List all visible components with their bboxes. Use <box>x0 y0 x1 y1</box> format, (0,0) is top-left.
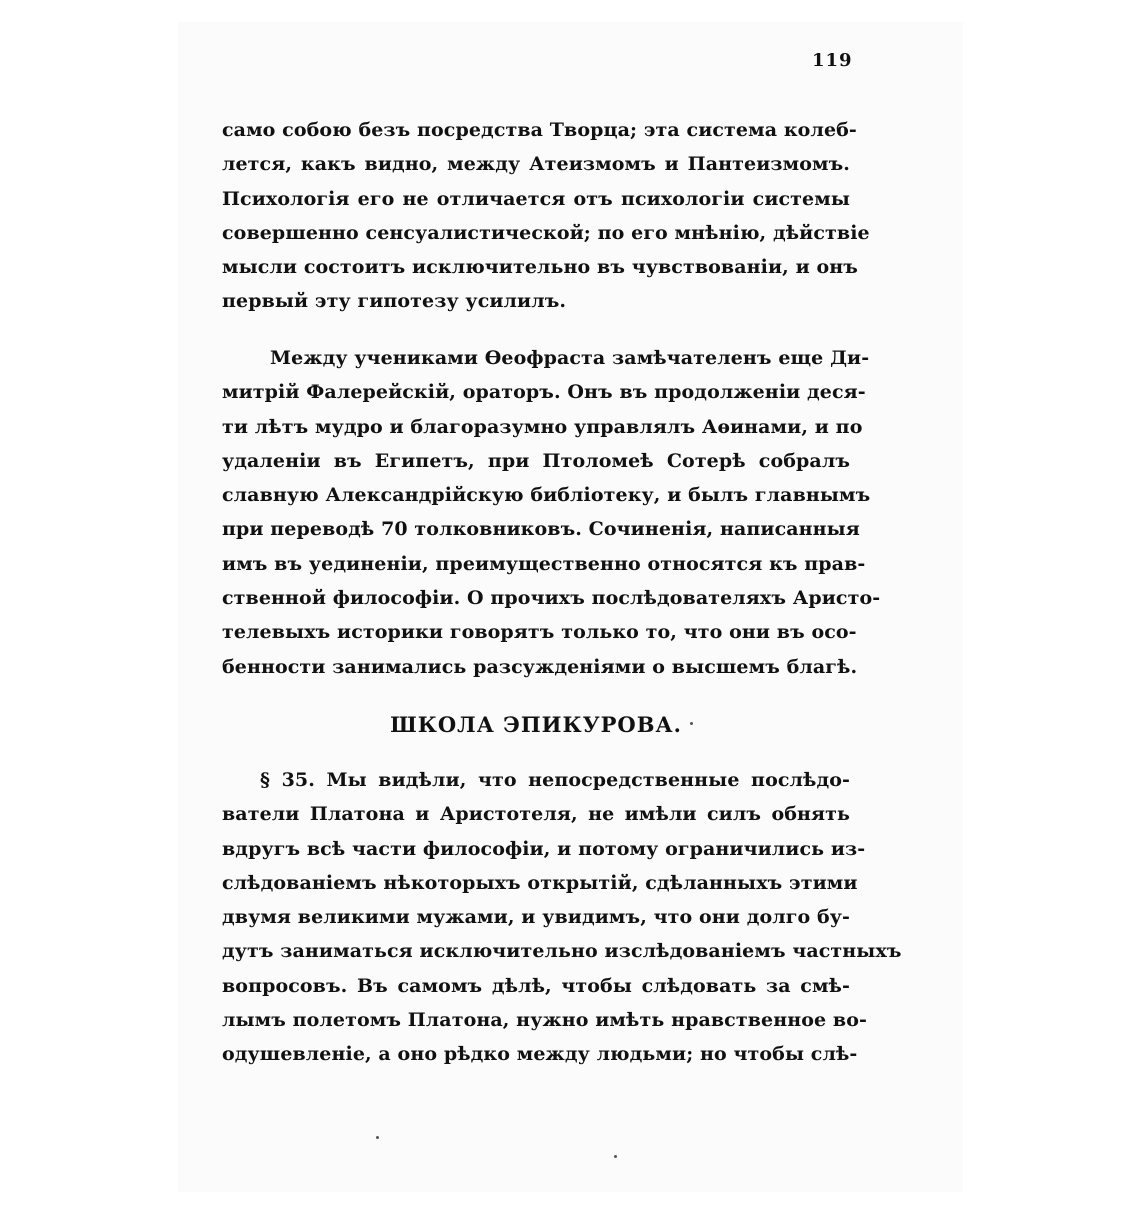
text-line: вдругъ всѣ части философіи, и потому ограничились из- <box>222 837 866 860</box>
text-line: двумя великими мужами, и увидимъ, что они долго бу- <box>222 906 850 929</box>
text-line: совершенно сенсуалистической; по его мнѣнію, дѣйствіе <box>222 221 870 244</box>
text-line: имъ въ уединеніи, преимущественно относятся къ прав- <box>222 552 866 575</box>
text-line: удаленіи въ Египетъ, при Птоломеѣ Сотерѣ собралъ <box>222 449 850 472</box>
text-line: бенности занимались разсужденіями о высшемъ благѣ. <box>222 655 858 678</box>
text-line: ственной философіи. О прочихъ послѣдователяхъ Аристо- <box>222 587 881 610</box>
text-line: лымъ полетомъ Платона, нужно имѣть нравственное во- <box>222 1009 867 1032</box>
text-line: первый эту гипотезу усилилъ. <box>222 290 567 313</box>
print-speck <box>614 1155 617 1158</box>
paragraph-2 <box>222 341 881 684</box>
text-line: ти лѣтъ мудро и благоразумно управлялъ Аѳинами, и по <box>222 415 863 438</box>
print-speck <box>376 1136 379 1139</box>
paragraph-1 <box>222 113 870 319</box>
text-line: вопросовъ. Въ самомъ дѣлѣ, чтобы слѣдовать за смѣ- <box>222 974 850 997</box>
section-heading: ШКОЛА ЭПИКУРОВА. <box>390 712 682 737</box>
text-line: слѣдованіемъ нѣкоторыхъ открытій, сдѣланныхъ этими <box>222 871 858 894</box>
text-line: § 35. Мы видѣли, что непосредственные послѣдо- <box>260 769 850 791</box>
text-line: само собою безъ посредства Творца; эта система колеб- <box>222 119 857 141</box>
text-line: славную Александрійскую библіотеку, и былъ главнымъ <box>222 484 871 507</box>
print-speck <box>690 722 693 725</box>
text-line: дутъ заниматься исключительно изслѣдованіемъ частныхъ <box>222 940 902 963</box>
text-line: лется, какъ видно, между Атеизмомъ и Пантеизмомъ. <box>222 153 850 176</box>
page-number: 119 <box>812 50 853 71</box>
text-line: одушевленіе, а оно рѣдко между людьми; но чтобы слѣ- <box>222 1043 858 1066</box>
paragraph-3 <box>222 763 902 1072</box>
text-line: ватели Платона и Аристотеля, не имѣли силъ обнять <box>222 803 850 826</box>
text-line: Психологія его не отличается отъ психологіи системы <box>222 187 850 210</box>
text-line: при переводѣ 70 толковниковъ. Сочиненія, написанныя <box>222 518 860 541</box>
text-line: митрій Фалерейскій, ораторъ. Онъ въ продолженіи деся- <box>222 381 866 404</box>
text-line: Между учениками Ѳеофраста замѣчателенъ еще Ди- <box>270 347 870 369</box>
text-line: мысли состоитъ исключительно въ чувствованіи, и онъ <box>222 256 858 279</box>
text-line: телевыхъ историки говорятъ только то, что они въ осо- <box>222 621 857 644</box>
